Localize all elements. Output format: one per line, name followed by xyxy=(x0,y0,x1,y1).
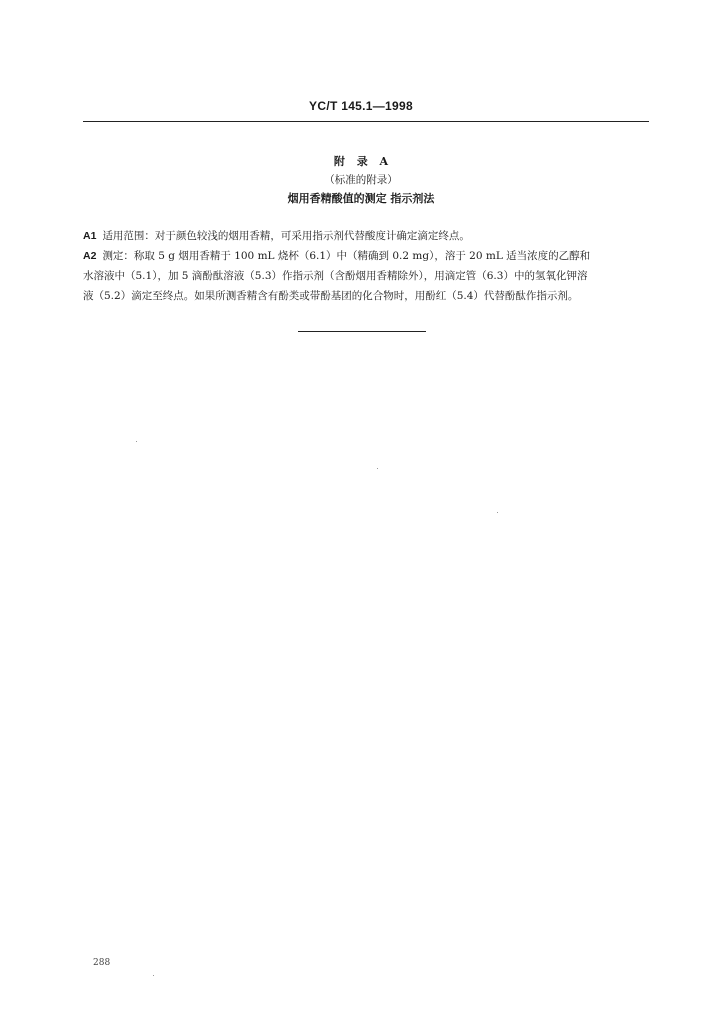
clause-a2-text-1: 测定：称取 5 g 烟用香精于 100 mL 烧杯（6.1）中（精确到 0.2 mg），溶于 20 mL 适当浓度的乙醇和 xyxy=(102,250,591,262)
clause-a1-line-1 xyxy=(83,226,649,246)
annex-heading: 烟用香精酸值的测定 指示剂法 xyxy=(287,192,435,205)
clause-a2 xyxy=(83,246,649,306)
clause-a1 xyxy=(83,226,649,246)
header-rule xyxy=(83,121,649,122)
clause-a1-number: A1 xyxy=(83,230,97,242)
clause-a2-line-1 xyxy=(83,246,649,266)
clause-a2-number: A2 xyxy=(83,250,97,262)
page-number: 288 xyxy=(93,958,111,968)
standard-code: YC/T 145.1—1998 xyxy=(309,99,413,113)
end-rule xyxy=(298,331,426,332)
scan-speck xyxy=(136,441,137,442)
clause-a1-text: 适用范围：对于颜色较浅的烟用香精，可采用指示剂代替酸度计确定滴定终点。 xyxy=(102,230,470,242)
annex-subtitle: （标准的附录） xyxy=(324,174,398,186)
scan-speck xyxy=(497,512,498,513)
scan-speck xyxy=(377,468,378,469)
annex-title: 附 录 A xyxy=(333,155,389,168)
clause-a2-line-3: 液（5.2）滴定至终点。如果所测香精含有酚类或带酚基团的化合物时，用酚红（5.4）代替酚酞作指示剂。 xyxy=(83,290,579,302)
scan-speck xyxy=(153,975,154,976)
clause-a2-line-2: 水溶液中（5.1），加 5 滴酚酞溶液（5.3）作指示剂（含酚烟用香精除外），用滴定管（6.3）中的氢氧化钾溶 xyxy=(83,270,588,282)
